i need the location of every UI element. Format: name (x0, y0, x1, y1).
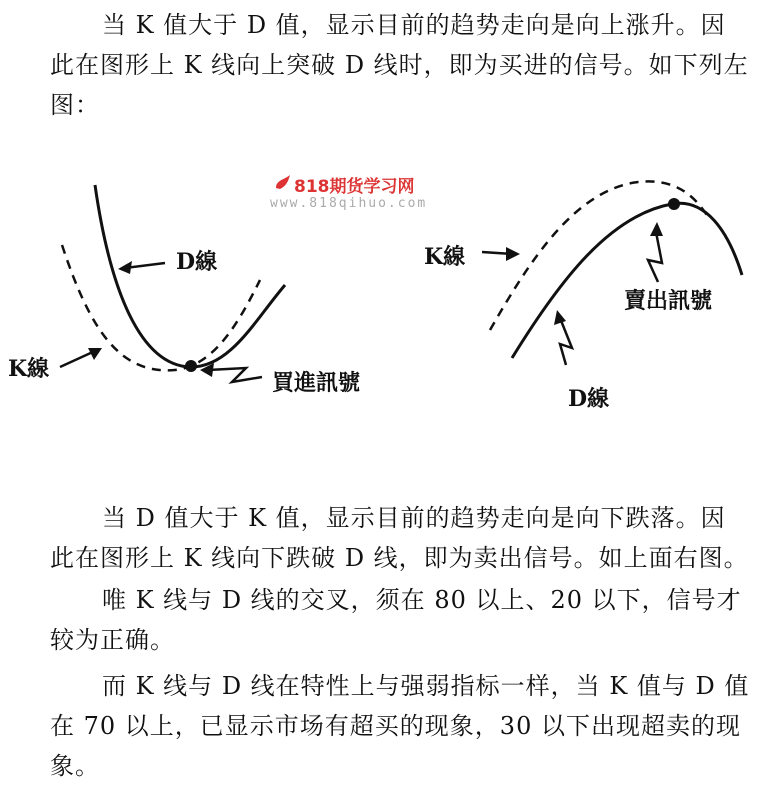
k-label-arrowhead (506, 247, 520, 261)
d-line-curve (95, 185, 285, 367)
k-line-label: K線 (8, 356, 50, 382)
paragraph-crossover-range (50, 580, 750, 660)
paragraph-text: 当 K 值大于 D 值，显示目前的趋势走向是向上涨升。因此在图形上 K 线向上突破 D 线时，即为买进的信号。如下列左图： (50, 11, 749, 119)
flame-logo-icon (274, 174, 292, 190)
watermark-url: www.818qihuo.com (270, 196, 428, 211)
signal-arrowhead (650, 222, 663, 236)
signal-lightning-arrow (648, 232, 662, 282)
k-line-curve (512, 203, 742, 358)
crossover-dot (668, 198, 680, 210)
figure-sell-signal (410, 170, 758, 420)
d-label-arrowhead (118, 261, 132, 274)
paragraph-text: 唯 K 线与 D 线的交叉，须在 80 以上、20 以下，信号才较为正确。 (50, 586, 742, 654)
paragraph-sell-signal (50, 498, 750, 578)
k-line-label: K線 (424, 244, 466, 270)
k-label-arrow (60, 351, 95, 367)
signal-lightning-arrow (208, 368, 262, 382)
crossover-dot (185, 360, 197, 372)
d-label-arrowhead (554, 310, 566, 325)
sell-signal-label: 賣出訊號 (624, 288, 713, 314)
watermark-brand: 818期货学习网 (294, 177, 415, 197)
paragraph-text: 而 K 线与 D 线在特性上与强弱指标一样，当 K 值与 D 值在 70 以上，已显示市场有超买的现象，30 以下出现超卖的现象。 (50, 672, 750, 780)
d-line-label: D線 (176, 249, 218, 275)
d-line-label: D線 (568, 386, 610, 412)
d-label-lightning-arrow (560, 318, 572, 365)
paragraph-buy-signal (50, 5, 750, 125)
buy-signal-label: 買進訊號 (272, 370, 361, 396)
paragraph-overbought-oversold (50, 666, 750, 786)
paragraph-text: 当 D 值大于 K 值，显示目前的趋势走向是向下跌落。因此在图形上 K 线向下跌破 D 线，即为卖出信号。如上面右图。 (50, 504, 749, 572)
